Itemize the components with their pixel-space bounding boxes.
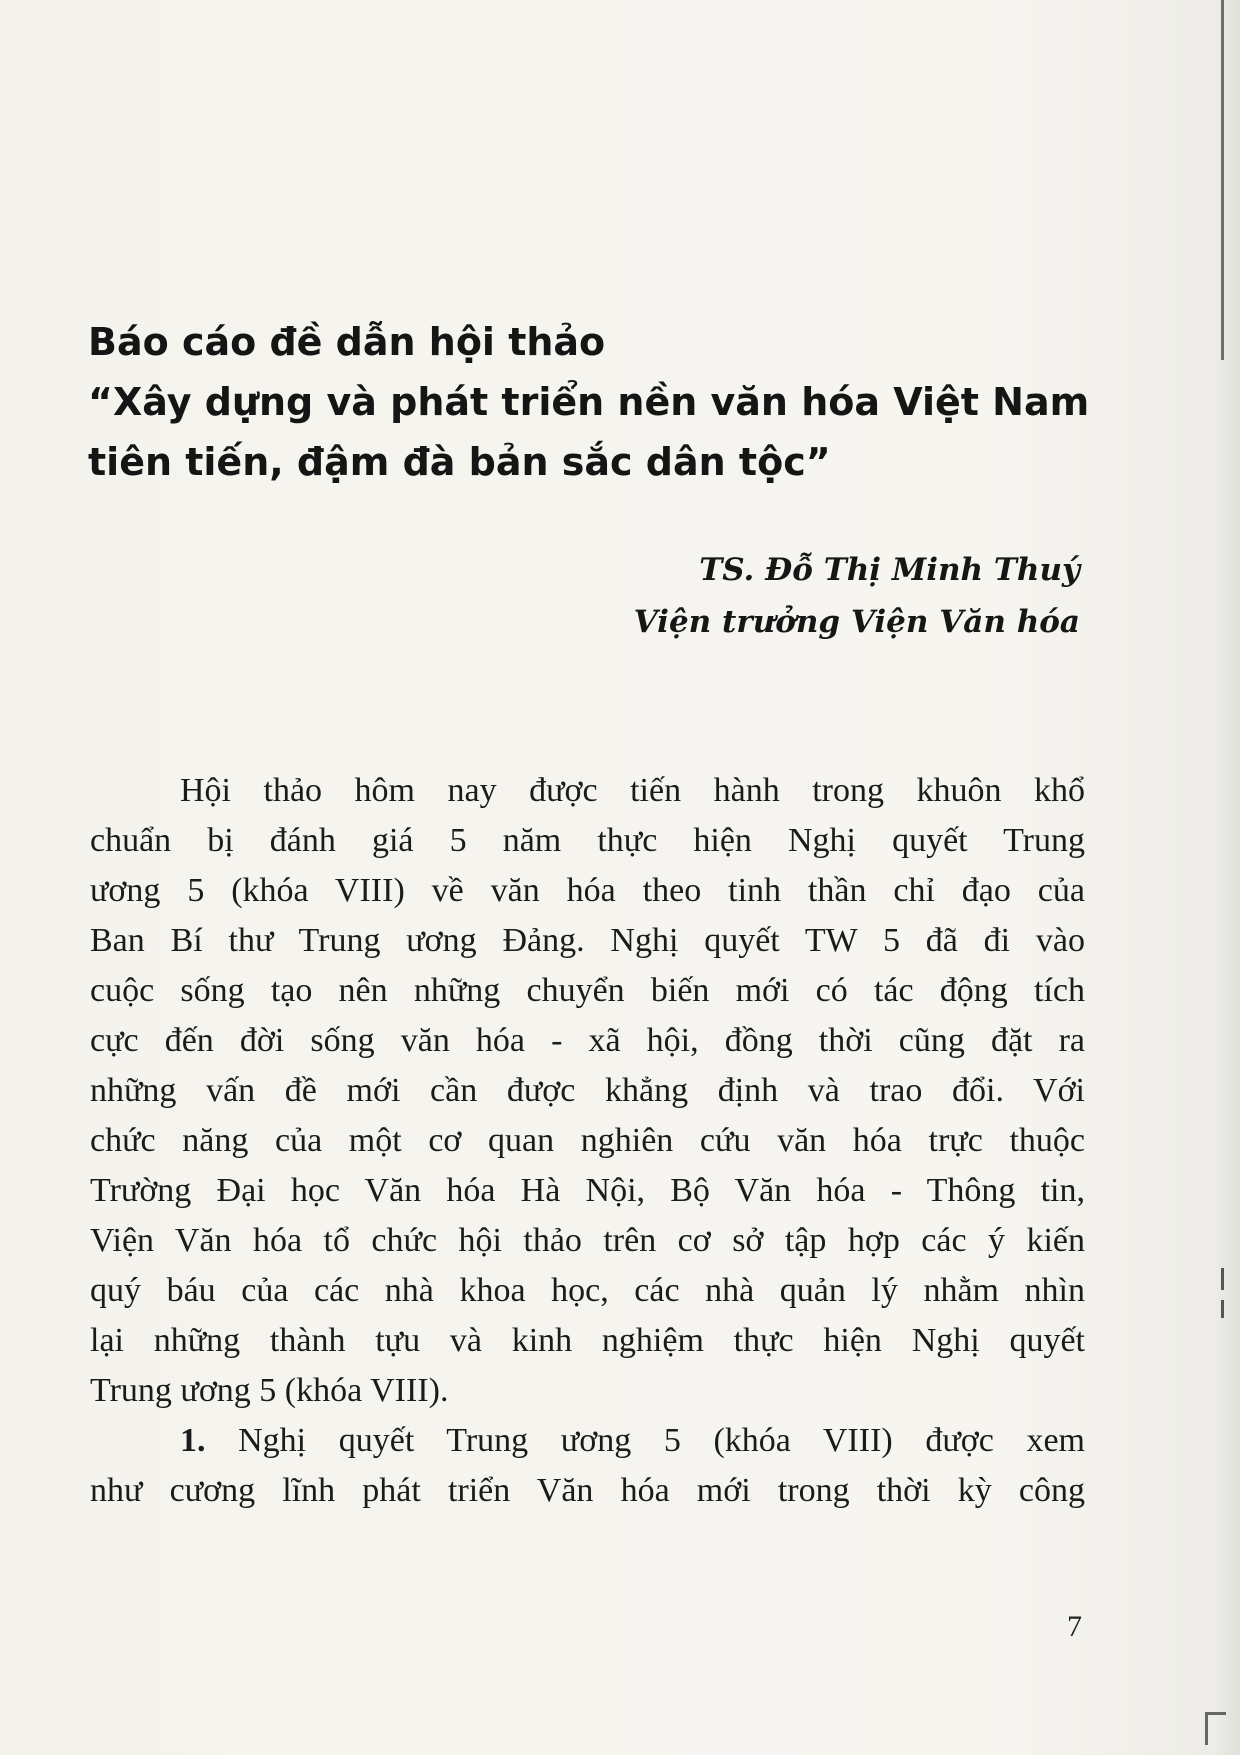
title-line: “Xây dựng và phát triển nền văn hóa Việt Nam [88,380,1090,424]
spine-edge-line [1221,0,1224,360]
spine-mark [1221,1268,1224,1290]
paragraph-line: chức năng của một cơ quan nghiên cứu văn hóa trực thuộc [90,1122,1085,1159]
paragraph-line: Viện Văn hóa tổ chức hội thảo trên cơ sở tập hợp các ý kiến [90,1222,1085,1259]
paragraph-line: quý báu của các nhà khoa học, các nhà quản lý nhằm nhìn [90,1272,1085,1309]
section-1-second-line: như cương lĩnh phát triển Văn hóa mới trong thời kỳ công [90,1472,1085,1509]
title-line: Báo cáo đề dẫn hội thảo [88,320,606,364]
chapter-title [88,312,1088,492]
paragraph-line: cuộc sống tạo nên những chuyển biến mới có tác động tích [90,972,1085,1009]
body-text [90,766,1085,1516]
author-position: Viện trưởng Viện Văn hóa [633,604,1080,640]
paragraph-line: cực đến đời sống văn hóa - xã hội, đồng thời cũng đặt ra [90,1022,1085,1059]
section-number: 1. [180,1422,206,1459]
paragraph-line: ương 5 (khóa VIII) về văn hóa theo tinh thần chỉ đạo của [90,872,1085,909]
paragraph-line: Hội thảo hôm nay được tiến hành trong khuôn khổ [180,772,1085,809]
section-1-text: Nghị quyết Trung ương 5 (khóa VIII) được xem [205,1422,1085,1459]
paragraph-line: Trường Đại học Văn hóa Hà Nội, Bộ Văn hóa - Thông tin, [90,1172,1085,1209]
page-corner-mark [1205,1712,1226,1745]
spine-mark [1221,1300,1224,1318]
author-block [634,544,1080,648]
paragraph-line: những vấn đề mới cần được khẳng định và trao đổi. Với [90,1072,1085,1109]
author-name: TS. Đỗ Thị Minh Thuý [699,552,1080,588]
page-number: 7 [1067,1610,1082,1643]
paragraph-line: Ban Bí thư Trung ương Đảng. Nghị quyết TW 5 đã đi vào [90,922,1085,959]
paragraph-line: Trung ương 5 (khóa VIII). [90,1372,449,1409]
spine-shadow [1214,0,1240,1755]
paragraph-line: lại những thành tựu và kinh nghiệm thực hiện Nghị quyết [90,1322,1085,1359]
title-line: tiên tiến, đậm đà bản sắc dân tộc” [88,440,831,484]
section-1-first-line [90,1416,1085,1466]
paragraph-line: chuẩn bị đánh giá 5 năm thực hiện Nghị quyết Trung [90,822,1085,859]
